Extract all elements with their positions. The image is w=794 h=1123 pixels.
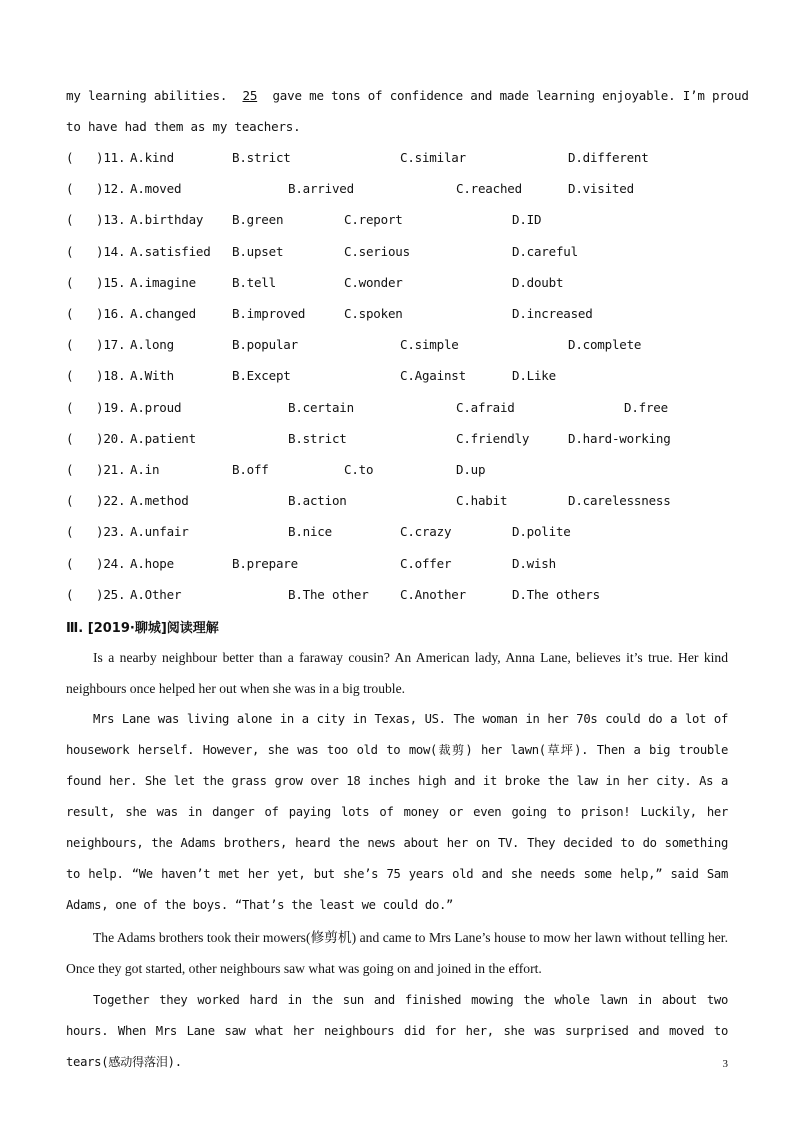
question-number: )18. bbox=[96, 368, 126, 384]
option-b: B.strict bbox=[232, 150, 291, 165]
answer-paren-open: ( bbox=[66, 555, 74, 571]
answer-paren-open: ( bbox=[66, 150, 74, 165]
option-b: B.The other bbox=[288, 586, 369, 602]
question-row bbox=[66, 400, 746, 420]
option-b: B.off bbox=[232, 462, 269, 477]
question-row bbox=[66, 493, 746, 513]
option-d: D.hard-working bbox=[568, 430, 671, 446]
option-a: A.unfair bbox=[130, 524, 189, 540]
answer-paren-open: ( bbox=[66, 212, 74, 228]
option-c: C.to bbox=[344, 462, 374, 477]
intro-line-1 bbox=[66, 88, 749, 103]
option-b: B.certain bbox=[288, 399, 354, 415]
question-row bbox=[66, 181, 746, 201]
question-row bbox=[66, 524, 746, 544]
option-c: C.Another bbox=[400, 586, 466, 602]
question-number: )13. bbox=[96, 212, 126, 228]
question-number: )17. bbox=[96, 337, 126, 353]
option-a: A.moved bbox=[130, 181, 182, 197]
option-a: A.kind bbox=[130, 150, 174, 165]
option-a: A.in bbox=[130, 462, 160, 477]
option-a: A.patient bbox=[130, 430, 196, 446]
option-d: D.up bbox=[456, 462, 486, 477]
question-row bbox=[66, 462, 746, 482]
option-c: C.afraid bbox=[456, 399, 515, 415]
option-c: C.crazy bbox=[400, 524, 452, 540]
option-a: A.hope bbox=[130, 555, 174, 571]
option-a: A.imagine bbox=[130, 274, 196, 290]
question-number: )11. bbox=[96, 150, 126, 165]
question-number: )20. bbox=[96, 430, 126, 446]
intro-text-2: to have had them as my teachers. bbox=[66, 119, 301, 134]
option-d: D.doubt bbox=[512, 274, 564, 290]
option-d: D.visited bbox=[568, 181, 634, 197]
option-c: C.habit bbox=[456, 493, 508, 509]
option-a: A.Other bbox=[130, 586, 182, 602]
question-number: )12. bbox=[96, 181, 126, 197]
option-c: C.reached bbox=[456, 181, 522, 197]
question-row bbox=[66, 212, 746, 232]
option-b: B.popular bbox=[232, 337, 298, 353]
answer-paren-open: ( bbox=[66, 430, 74, 446]
option-b: B.strict bbox=[288, 430, 347, 446]
passage-paragraph-4: Together they worked hard in the sun and finished mowing the whole lawn in about two hours. When Mrs Lane saw what her neighbours did for her, she was surprised and moved to tears(感动得落泪). bbox=[66, 993, 728, 1069]
passage-paragraph-3: The Adams brothers took their mowers(修剪机) and came to Mrs Lane’s house to mow her lawn without telling her. Once they got started, other neighbours saw what was going on and joined in the effort. bbox=[66, 930, 728, 976]
option-a: A.satisfied bbox=[130, 243, 211, 259]
option-c: C.Against bbox=[400, 368, 466, 384]
option-d: D.Like bbox=[512, 368, 556, 384]
question-number: )15. bbox=[96, 274, 126, 290]
option-d: D.carelessness bbox=[568, 493, 671, 509]
answer-paren-open: ( bbox=[66, 399, 74, 415]
option-b: B.green bbox=[232, 212, 284, 228]
option-c: C.similar bbox=[400, 150, 466, 165]
option-b: B.improved bbox=[232, 306, 306, 321]
intro-line-2 bbox=[66, 119, 300, 134]
question-row bbox=[66, 275, 746, 295]
option-c: C.spoken bbox=[344, 306, 403, 321]
question-row bbox=[66, 587, 746, 607]
answer-paren-open: ( bbox=[66, 493, 74, 509]
answer-paren-open: ( bbox=[66, 462, 74, 477]
option-b: B.nice bbox=[288, 524, 332, 540]
answer-paren-open: ( bbox=[66, 243, 74, 259]
option-c: C.simple bbox=[400, 337, 459, 353]
question-row bbox=[66, 150, 746, 170]
question-row bbox=[66, 306, 746, 326]
option-d: D.wish bbox=[512, 555, 556, 571]
option-d: D.complete bbox=[568, 337, 642, 353]
question-number: )22. bbox=[96, 493, 126, 509]
question-number: )25. bbox=[96, 586, 126, 602]
option-c: C.serious bbox=[344, 243, 410, 259]
intro-text-pre: my learning abilities. bbox=[66, 88, 228, 103]
question-number: )16. bbox=[96, 306, 126, 321]
option-c: C.friendly bbox=[456, 430, 530, 446]
question-number: )24. bbox=[96, 555, 126, 571]
answer-paren-open: ( bbox=[66, 524, 74, 540]
page-number: 3 bbox=[722, 1058, 728, 1070]
option-d: D.The others bbox=[512, 586, 600, 602]
option-a: A.changed bbox=[130, 306, 196, 321]
option-a: A.method bbox=[130, 493, 189, 509]
question-row bbox=[66, 431, 746, 451]
option-b: B.arrived bbox=[288, 181, 354, 197]
option-b: B.action bbox=[288, 493, 347, 509]
question-number: )23. bbox=[96, 524, 126, 540]
intro-text-post: gave me tons of confidence and made learning enjoyable. I’m proud bbox=[272, 88, 749, 103]
option-c: C.wonder bbox=[344, 274, 403, 290]
question-row bbox=[66, 556, 746, 576]
answer-paren-open: ( bbox=[66, 337, 74, 353]
question-number: )21. bbox=[96, 462, 126, 477]
option-a: A.With bbox=[130, 368, 174, 384]
blank-25: 25 bbox=[242, 88, 258, 103]
question-row bbox=[66, 337, 746, 357]
option-c: C.offer bbox=[400, 555, 452, 571]
option-d: D.ID bbox=[512, 212, 542, 228]
option-b: B.prepare bbox=[232, 555, 298, 571]
option-d: D.free bbox=[624, 399, 668, 415]
answer-paren-open: ( bbox=[66, 368, 74, 384]
option-a: A.proud bbox=[130, 399, 182, 415]
question-row bbox=[66, 244, 746, 264]
option-d: D.careful bbox=[512, 243, 578, 259]
passage-paragraph-1: Is a nearby neighbour better than a faraway cousin? An American lady, Anna Lane, believes it’s true. Her kind neighbours once helped her out when she was in a big trouble. bbox=[66, 650, 728, 696]
option-a: A.birthday bbox=[130, 212, 204, 228]
option-b: B.tell bbox=[232, 274, 276, 290]
option-c: C.report bbox=[344, 212, 403, 228]
option-b: B.Except bbox=[232, 368, 291, 384]
question-row bbox=[66, 368, 746, 388]
section-title: Ⅲ. [2019·聊城]阅读理解 bbox=[66, 621, 219, 636]
option-d: D.polite bbox=[512, 524, 571, 540]
option-a: A.long bbox=[130, 337, 174, 353]
answer-paren-open: ( bbox=[66, 306, 74, 321]
answer-paren-open: ( bbox=[66, 274, 74, 290]
option-b: B.upset bbox=[232, 243, 284, 259]
option-d: D.different bbox=[568, 150, 649, 165]
answer-paren-open: ( bbox=[66, 586, 74, 602]
question-number: )14. bbox=[96, 243, 126, 259]
question-number: )19. bbox=[96, 399, 126, 415]
passage-paragraph-2: Mrs Lane was living alone in a city in Texas, US. The woman in her 70s could do a lot of housework herself. However, she was too old to mow(裁剪) her lawn(草坪). Then a big trouble found her. She let the grass grow over 18 inches high and it broke the law in her city. As a result, she was in danger of paying lots of money or even going to prison! Luckily, her neighbours, the Adams brothers, heard the news about her on TV. They decided to do something to help. “We haven’t met her yet, but she’s 75 years old and she needs some help,” said Sam Adams, one of the boys. “That’s the least we could do.” bbox=[66, 712, 728, 912]
option-d: D.increased bbox=[512, 306, 593, 321]
answer-paren-open: ( bbox=[66, 181, 74, 197]
